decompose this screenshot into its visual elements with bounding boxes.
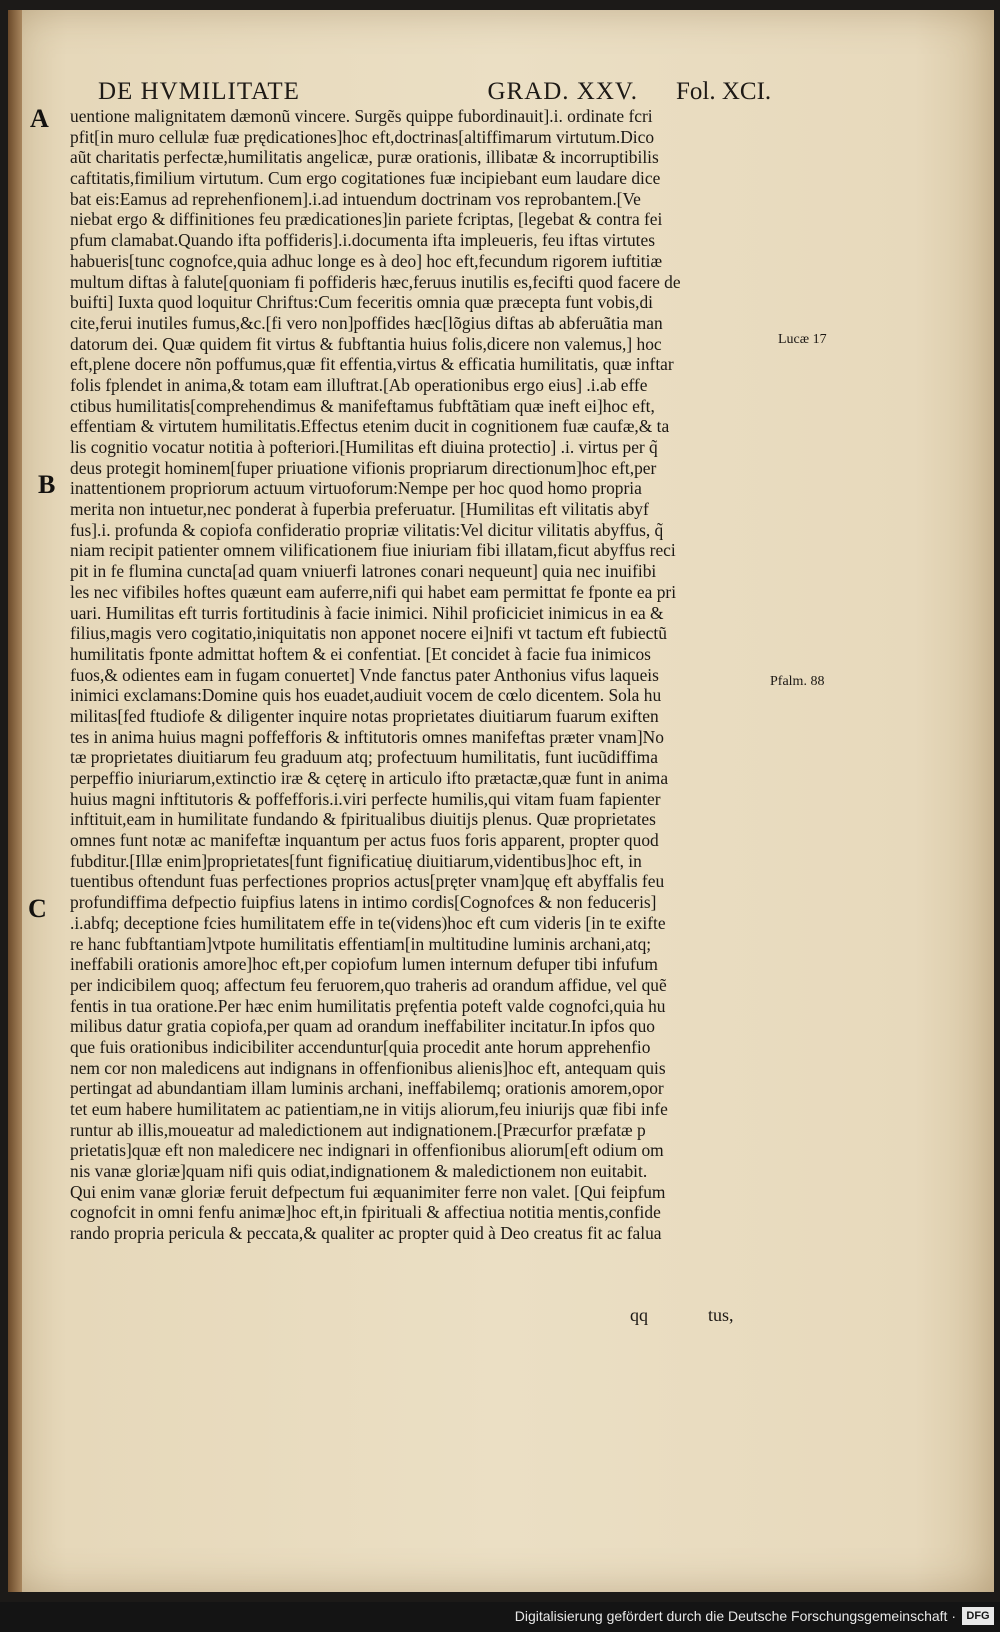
text-line: pfit[in muro cellulæ fuæ prędicationes]hoc eft,doctrinas[altiffimarum virtutum.Dico: [70, 126, 655, 147]
funding-notice: Digitalisierung gefördert durch die Deutsche Forschungsgemeinschaft ·: [514, 1608, 956, 1624]
text-line: niam recipit patienter omnem vilificationem fiue iniuriam fibi illatam,ficut abyffus reci: [70, 540, 676, 561]
text-line: fus].i. profunda & copiofa confideratio propriæ vilitatis:Vel dicitur vilitatis abyffus, q̃: [70, 519, 664, 540]
margin-note-luke: Lucæ 17: [778, 332, 827, 347]
text-line: merita non intuetur,nec ponderat à fuperbia preferuatur. [Humilitas eft vilitatis abyf: [70, 499, 649, 520]
text-line: militas[fed ftudiofe & diligenter inquire notas proprietates diuitiarum fuarum exiften: [70, 705, 659, 726]
text-line: perpeffio iniuriarum,extinctio iræ & cęterę in articulo ifto prætactæ,quæ funt in anima: [70, 768, 669, 788]
text-line: per indicibilem quoq; affectum feu feruorem,quo traheris ad orandum affidue, vel quẽ: [70, 974, 667, 995]
text-line: fubditur.[Illæ enim]proprietates[funt fignificatiuę diuitiarum,videntibus]hoc eft, in: [70, 850, 642, 871]
text-line: eft,plene docere nõn poffumus,quæ fit effentia,virtus & efficatia humilitatis, quæ inftar: [70, 354, 674, 375]
text-line: runtur ab illis,moueatur ad maledictionem aut indignationem.[Præcurfor præfatæ p: [70, 1119, 646, 1140]
text-line: profundiffima defpectio fuipfius latens in intimo cordis[Cognofces & non feduceris]: [70, 892, 657, 913]
text-line: bat eis:Eamus ad reprehenfionem].i.ad intuendum doctrinam vos reprobantem.[Ve: [70, 188, 641, 209]
text-line: re hanc fubftantiam]vtpote humilitatis effentiam[in multitudine luminis archani,atq;: [70, 933, 652, 954]
running-head-grade: GRAD. XXV.: [487, 78, 638, 105]
text-line: multum diftas à falute[quoniam fi poffideris hæc,feruus inutilis es,fecifti quod facere de: [70, 271, 681, 292]
text-line: aũt charitatis perfectæ,humilitatis angelicæ, puræ orationis, illibatæ & incorruptibilis: [70, 147, 659, 168]
text-line: Qui enim vanæ gloriæ feruit defpectum fui æquanimiter ferre non valet. [Qui feipfum: [70, 1181, 666, 1202]
text-line: humilitatis fponte admittat hoftem & ei confentiat. [Et concidet à facie fua inimicos: [70, 643, 651, 664]
text-line: uentione malignitatem dæmonũ vincere. Surgẽs quippe fubordinauit].i. ordinate fcri: [70, 106, 653, 126]
text-line: omnes funt notæ ac manifeftæ inquantum per actus fuos foris apparent, propter quod: [70, 830, 659, 851]
catchword: tus,: [708, 1305, 734, 1325]
text-line: buifti] Iuxta quod loquitur Chriftus:Cum feceritis omnia quæ præcepta funt vobis,di: [70, 292, 653, 313]
text-line: les nec vifibiles hoftes quæunt eam auferre,nifi qui habet eam permittat fe fponte ea pri: [70, 581, 677, 602]
text-line: tes in anima huius magni poffefforis & inftitutoris omnes manifeftas præter vnam]No: [70, 726, 664, 747]
text-line: pfum clamabat.Quando ifta poffideris].i.documenta ifta impleueris, feu iftas virtutes: [70, 230, 655, 251]
text-line: ctibus humilitatis[comprehendimus & manifeftamus fubftãtiam quæ ineft ei]hoc eft,: [70, 395, 655, 416]
text-line: pertingat ad abundantiam illam luminis archani, ineffabilemq; orationis amorem,opor: [70, 1078, 664, 1099]
text-line: uari. Humilitas eft turris fortitudinis à facie inimici. Nihil proficiciet inimicus in ea &: [70, 602, 664, 623]
text-line: ineffabili orationis amore]hoc eft,per copiofum lumen internum defuper tibi infufum: [70, 954, 658, 975]
text-line: que fuis orationibus indicibiliter accenduntur[quia procedit ante horum apprehenfio: [70, 1036, 651, 1057]
text-line: pit in fe flumina cuncta[ad quam vniuerfi latrones conari nequeunt] quia nec inuifibi: [70, 561, 657, 582]
book-page: [8, 10, 994, 1592]
text-line: cognofcit in omni fenfu animæ]hoc eft,in fpirituali & affectiua notitia mentis,confide: [70, 1202, 661, 1223]
text-line: lis cognitio vocatur notitia à pofteriori.[Humilitas eft diuina protectio] .i. virtus per q̃: [70, 437, 658, 457]
main-text-block: [70, 106, 798, 1244]
page-spine: [8, 10, 22, 1592]
text-line: tæ proprietates diuitiarum feu graduum atq; profectuum humilitatis, funt iucũdiffima: [70, 747, 658, 768]
text-line: habueris[tunc cognofce,quia adhuc longe es à deo] hoc eft,fecundum rigorem iuftitiæ: [70, 250, 663, 271]
folio-number: Fol. XCI.: [676, 78, 772, 105]
text-line: inimici exclamans:Domine quis hos euadet,audiuit vocem de cœlo dicentem. Sola hu: [70, 685, 662, 706]
text-line: huius magni inftitutoris & poffefforis.i.viri perfecte humilis,qui vitam fuam fapienter: [70, 788, 661, 809]
section-marker-a: A: [30, 104, 49, 133]
text-line: deus protegit hominem[fuper priuatione vifionis propriarum directionum]hoc eft,per: [70, 457, 657, 478]
text-line: .i.abfq; deceptione fcies humilitatem effe in te(videns)hoc eft cum videris [in te exifte: [70, 912, 666, 933]
text-line: fentis in tua oratione.Per hæc enim humilitatis pręfentia poteft valde cognofci,quia hu: [70, 995, 666, 1016]
text-line: inftituit,eam in humilitate fundando & fpiritualibus diuitijs plenus. Quæ proprietates: [70, 809, 656, 830]
running-head-title: DE HVMILITATE: [98, 78, 300, 105]
text-line: datorum dei. Quæ quidem fit virtus & fubftantia huius folis,dicere non valemus,] hoc: [70, 333, 662, 354]
text-line: nis vanæ gloriæ]quam nifi quis odiat,indignationem & maledictionem non euitabit.: [70, 1161, 648, 1182]
text-line: cite,ferui inutiles fumus,&c.[fi vero non]poffides hæc[lõgius diftas ab abferuãtia man: [70, 312, 663, 333]
text-line: caftitatis,fimilium virtutum. Cum ergo cogitationes fuæ incipiebant eum laudare dice: [70, 168, 661, 189]
text-line: tuentibus oftendunt fuas perfectiones proprios actus[pręter vnam]quę eft abyffalis feu: [70, 871, 665, 892]
signature-mark: qq: [630, 1305, 648, 1325]
digitization-footer: [0, 1602, 1000, 1632]
text-line: fuos,& odientes eam in fugam conuertet] Vnde fanctus pater Anthonius vifus laqueis: [70, 664, 659, 685]
text-line: inattentionem propriorum actuum virtuoforum:Nempe per hoc quod homo propria: [70, 478, 642, 499]
text-line: nem cor non maledicens aut indignans in offenfionibus alienis]hoc eft, antequam quis: [70, 1057, 666, 1078]
text-line: tet eum habere humilitatem ac patientiam,ne in vitijs aliorum,feu iniurijs quæ fibi infe: [70, 1099, 668, 1119]
section-marker-b: B: [38, 470, 56, 499]
text-line: niebat ergo & diffinitiones feu prædicationes]in pariete fcriptas, [legebat & contra fei: [70, 209, 663, 230]
text-line: milibus datur gratia copiofa,per quam ad orandum ineffabiliter incitatur.In ipfos quo: [70, 1016, 655, 1037]
text-line: effentiam & virtutem humilitatis.Effectus etenim ducit in cognitionem fuæ caufæ,& ta: [70, 416, 670, 437]
section-marker-c: C: [28, 894, 47, 923]
text-line: prietatis]quæ eft non maledicere nec indignari in offenfionibus aliorum[eft odium om: [70, 1140, 664, 1161]
dfg-logo: DFG: [962, 1607, 994, 1625]
text-line: filius,magis vero cogitatio,iniquitatis non apponet nocere ei]nifi vt tactum eft fubiectũ: [70, 623, 667, 644]
text-line: rando propria pericula & peccata,& qualiter ac propter quid à Deo creatus fit ac falua: [70, 1223, 662, 1244]
margin-note-psalm: Pfalm. 88: [770, 674, 825, 689]
text-line: folis fplendet in anima,& totam eam illuftrat.[Ab operationibus ergo eius] .i.ab effe: [70, 374, 648, 395]
